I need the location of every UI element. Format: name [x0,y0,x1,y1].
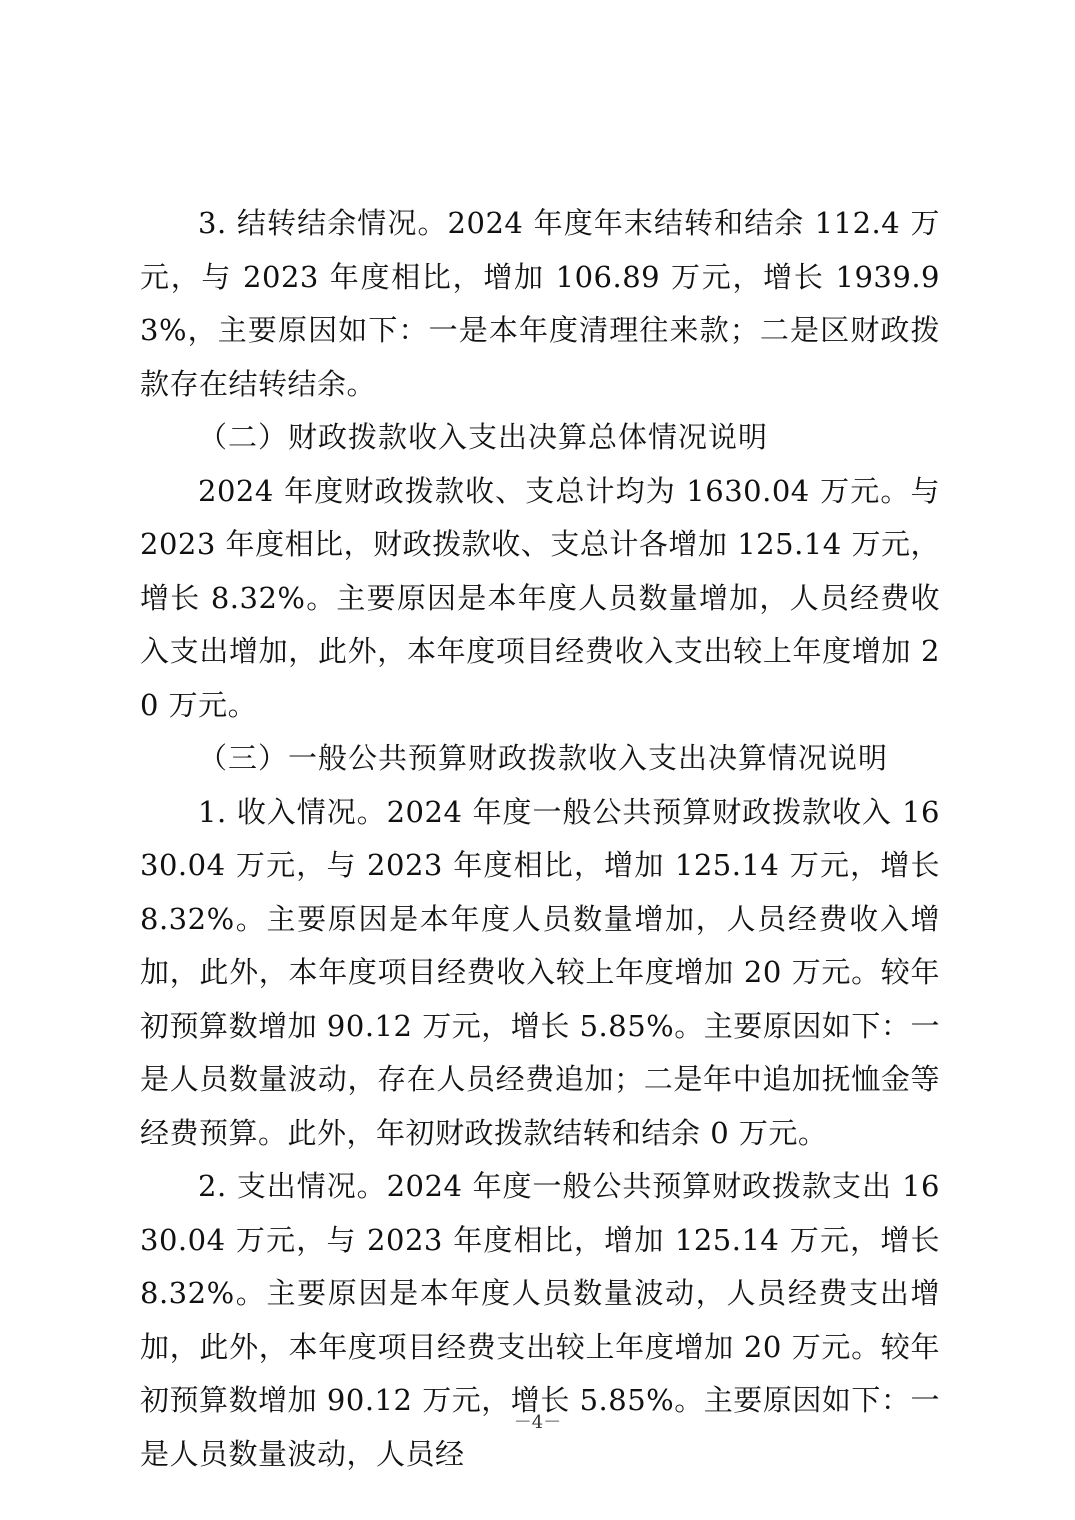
paragraph-income: 1. 收入情况。2024 年度一般公共预算财政拨款收入 1630.04 万元，与 2023 年度相比，增加 125.14 万元，增长 8.32%。主要原因是本年度人员数量增加，人员经费收入增加，此外，本年度项目经费收入较上年度增加 20 万元。较年初预算数增加 90.12 万元，增长 5.85%。主要原因如下：一是人员数量波动，存在人员经费追加；二是年中追加抚恤金等经费预算。此外，年初财政拨款结转和结余 0 万元。 [140,794,940,1150]
paragraph-carryover-balance: 3. 结转结余情况。2024 年度年末结转和结余 112.4 万元，与 2023 年度相比，增加 106.89 万元，增长 1939.93%，主要原因如下：一是本年度清理往来款；二是区财政拨款存在结转结余。 [140,206,940,401]
page-number: －4－ [513,1412,562,1433]
document-body [140,197,940,1481]
section-heading-general-budget: （三）一般公共预算财政拨款收入支出决算情况说明 [198,741,889,775]
section-heading-fiscal-overview: （二）财政拨款收入支出决算总体情况说明 [198,420,769,454]
paragraph-fiscal-overview: 2024 年度财政拨款收、支总计均为 1630.04 万元。与 2023 年度相比，财政拨款收、支总计各增加 125.14 万元，增长 8.32%。主要原因是本年度人员数量增加，人员经费收入支出增加，此外，本年度项目经费收入支出较上年度增加 20 万元。 [140,473,940,722]
paragraph-expenditure: 2. 支出情况。2024 年度一般公共预算财政拨款支出 1630.04 万元，与 2023 年度相比，增加 125.14 万元，增长 8.32%。主要原因是本年度人员数量波动，人员经费支出增加，此外，本年度项目经费支出较上年度增加 20 万元。较年初预算数增加 90.12 万元，增长 5.85%。主要原因如下：一是人员数量波动，人员经 [140,1169,940,1471]
